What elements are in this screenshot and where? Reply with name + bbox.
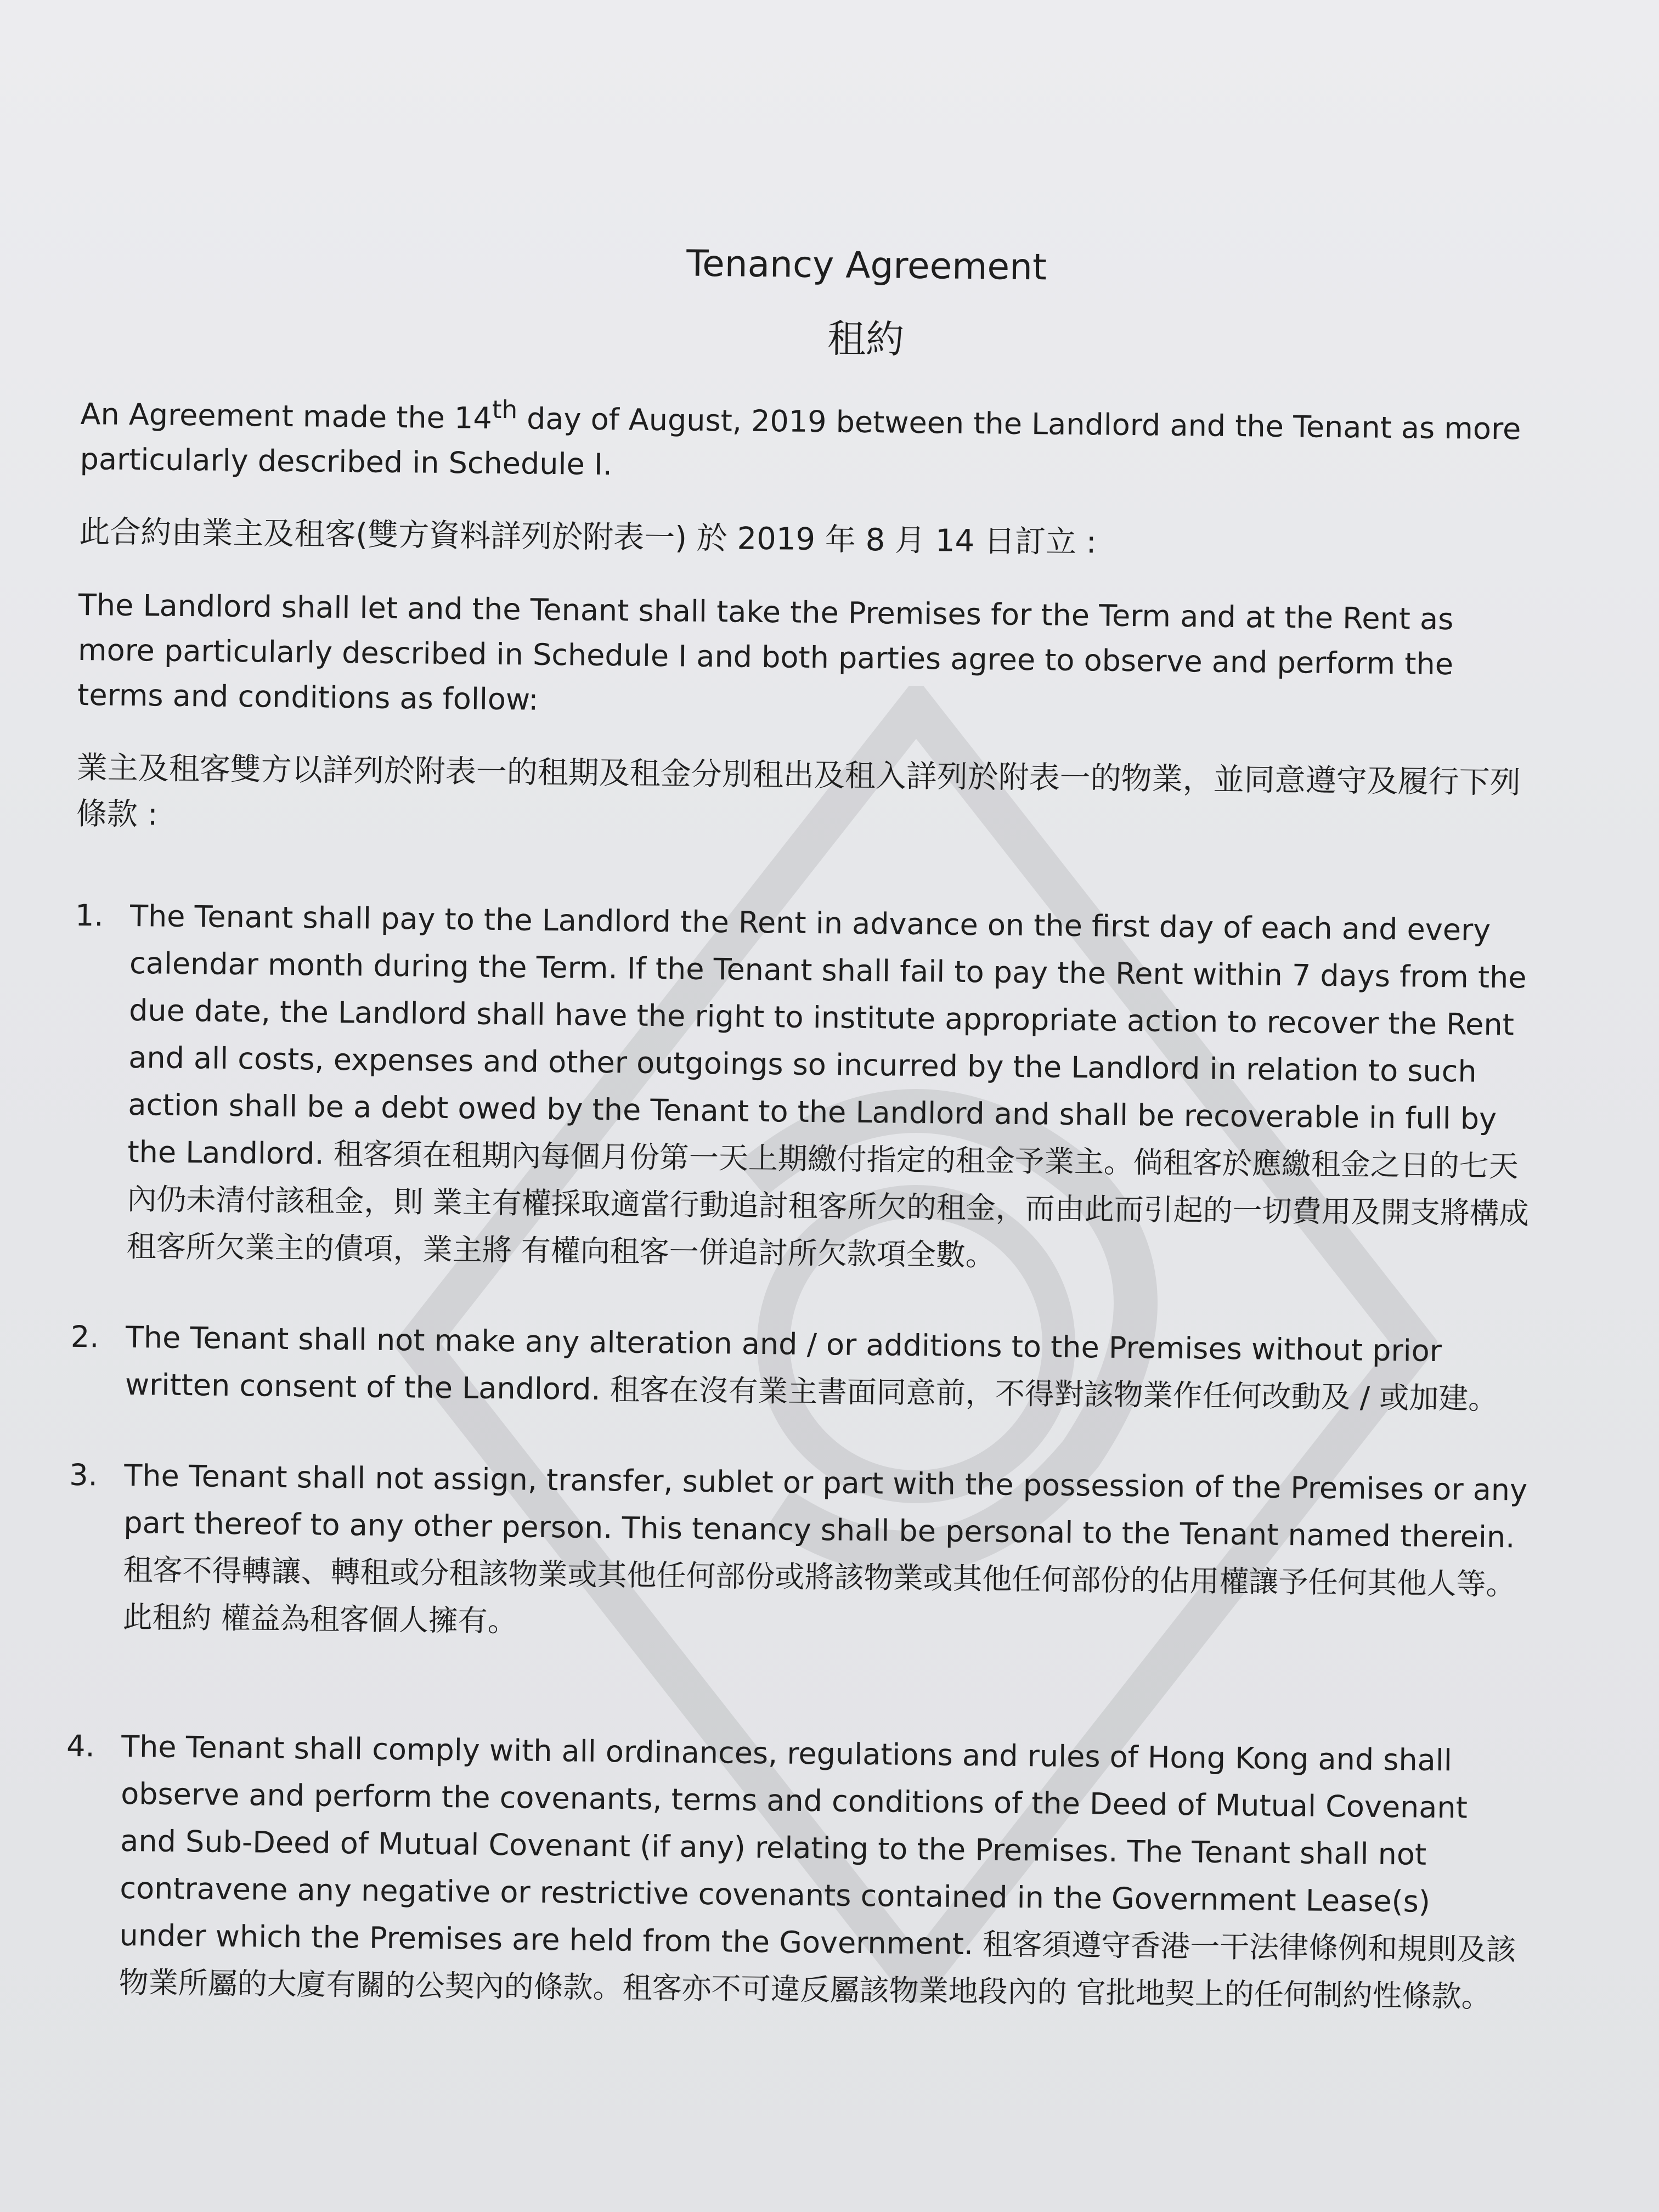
clause-text: The Tenant shall not make any alteration and / or additions to the Premises without prior written consent of the Landlord. 租客在沒有業主書面同意前，不得對該物業作任何改動及 / 或加建。 [125,1319,1498,1417]
clause-number: 4. [66,1728,95,1764]
clause-text: The Tenant shall not assign, transfer, sublet or part with the possession of the Premises or any part thereof to any other person. This tenancy shall be personal to the Tenant named therein. 租客不得轉讓、轉租或分租該物業或其他任何部份或將該物業或其他任何部份的佔用權讓予任何其他人等。此租約 權益為租客個人擁有。 [122,1458,1528,1639]
document-title: Tenancy Agreement [686,242,1047,289]
terms-intro: The Landlord shall let and the Tenant shall take the Premises for the Term and at the Rent as more particularly described in Schedule I and both parties agree to observe and perform the terms and conditions as follow: [77,587,1454,717]
terms-intro-chinese: 業主及租客雙方以詳列於附表一的租期及租金分別租出及租入詳列於附表一的物業，並同意遵守及履行下列條款 : [76,749,1521,833]
intro-text-end: day of August, 2019 between the Landlord and the Tenant as more particularly described in Schedule I. [80,401,1521,482]
clause-number: 3. [69,1457,98,1493]
clause-item [64,1723,1526,2021]
document-title-chinese: 租約 [827,316,905,362]
agreement-intro [80,383,1540,497]
clause-text: The Tenant shall pay to the Landlord the Rent in advance on the first day of each and every calendar month during the Term. If the Tenant shall fail to pay the Rent within 7 days from the due date, the Landlord shall have the right to institute appropriate action to recover the Rent and all costs, expenses and other outgoings so incurred by the Landlord in relation to such action shall be a debt owed by the Tenant to the Landlord and shall be recoverable in full by the Landlord. 租客須在租期內每個月份第一天上期繳付指定的租金予業主。倘租客於應繳租金之日的七天內仍未清付該租金，則 業主有權採取適當行動追討租客所欠的租金，而由此而引起的一切費用及開支將構成租客所欠業主的債項，業主將 有權向租客一併追討所欠款項全數。 [126,898,1529,1273]
intro-ordinal-suffix: th [492,394,518,425]
clause-list [64,892,1534,2021]
clause-item [67,1452,1528,1656]
clause-item [71,892,1534,1285]
intro-text-start: An Agreement made the 14 [80,396,493,436]
clause-number: 1. [75,898,104,933]
clause-number: 2. [70,1319,99,1355]
clause-item [70,1313,1531,1423]
document-body [63,236,1541,2065]
agreement-intro-chinese: 此合約由業主及租客(雙方資料詳列於附表一) 於 2019 年 8 月 14 日訂立 : [79,514,1097,561]
clause-text: The Tenant shall comply with all ordinances, regulations and rules of Hong Kong and shall observe and perform the covenants, terms and conditions of the Deed of Mutual Covenant and Sub-Deed of Mutual Covenant (if any) relating to the Premises. The Tenant shall not contravene any negative or restrictive covenants contained in the Government Lease(s) under which the Premises are held from the Government. 租客須遵守香港一干法律條例和規則及該物業所屬的大廈有關的公契內的條款。租客亦不可違反屬該物業地段內的 官批地契上的任何制約性條款。 [119,1729,1516,2015]
